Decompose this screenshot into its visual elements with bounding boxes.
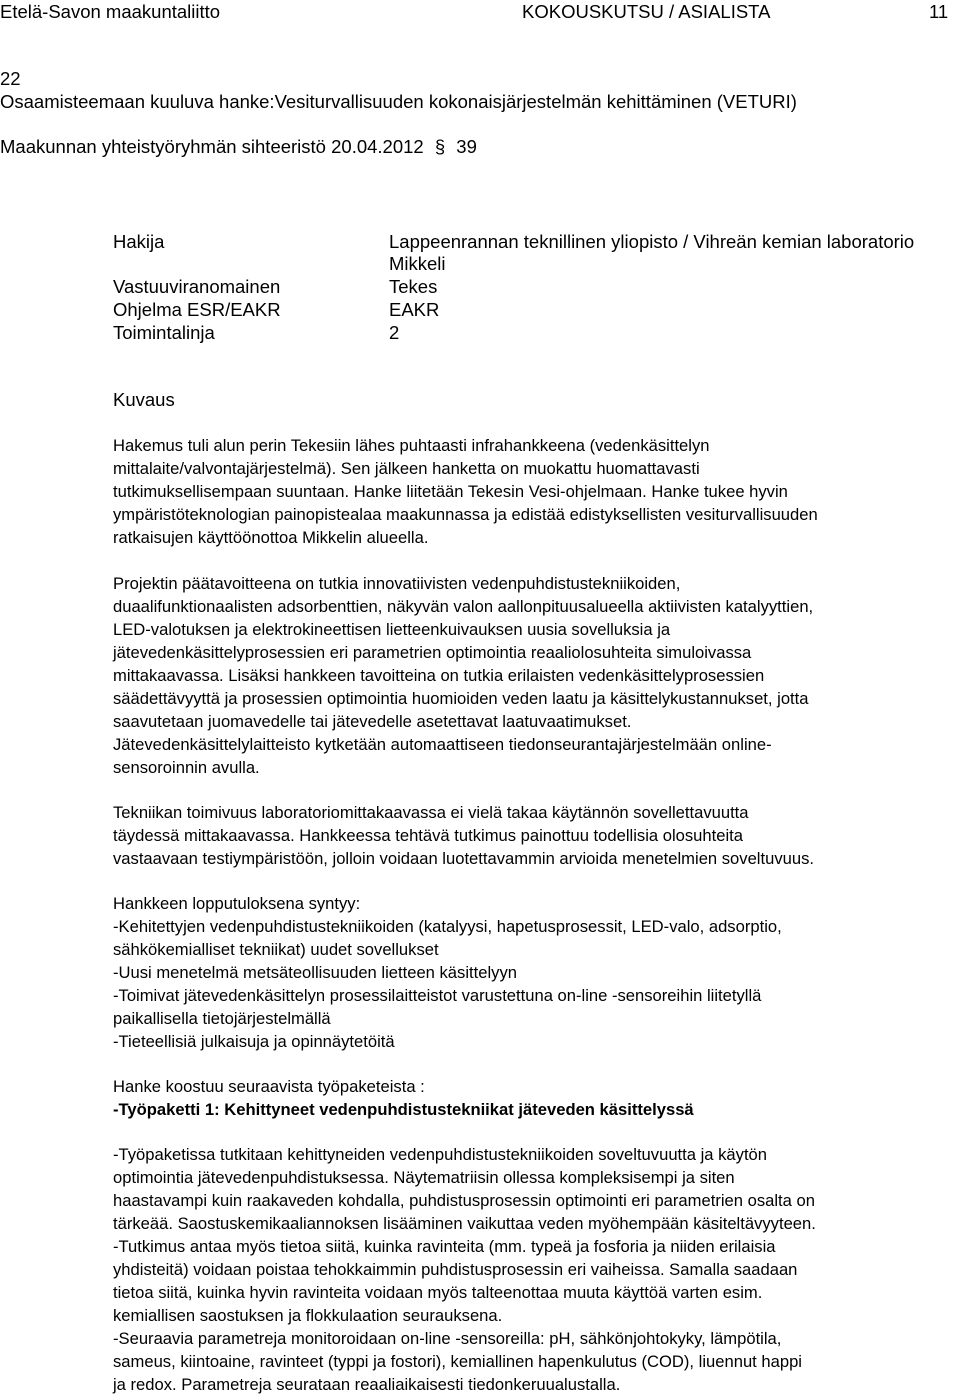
para1-line: mittalaite/valvontajärjestelmä). Sen jälkeen hanketta on muokattu huomattavasti (113, 459, 700, 478)
authority-value: Tekes (389, 276, 438, 297)
para4-line: paikallisella tietojärjestelmällä (113, 1009, 331, 1028)
item-title: Osaamisteemaan kuuluva hanke:Vesiturvallisuuden kokonaisjärjestelmän kehittäminen (VETURI) (0, 91, 797, 112)
header-doc-type: KOKOUSKUTSU / ASIALISTA (522, 1, 771, 22)
para2-line: Jätevedenkäsittelylaitteisto kytketään automaattiseen tiedonseurantajärjestelmään online- (113, 735, 772, 754)
para5-line: tietoa siitä, kuinka hyvin ravinteita voidaan myös talteenottaa muuta käyttöä varten esim. (113, 1283, 763, 1302)
line-label: Toimintalinja (113, 322, 215, 343)
para4-line: -Tieteellisiä julkaisuja ja opinnäytetöitä (113, 1032, 395, 1051)
para2-line: mittakaavassa. Lisäksi hankkeen tavoitteina on tutkia erilaisten vedenkäsittelyprosessien (113, 666, 765, 685)
para2-line: Projektin päätavoitteena on tutkia innovatiivisten vedenpuhdistustekniikoiden, (113, 574, 681, 593)
para3-line: täydessä mittakaavassa. Hankkeessa tehtävä tutkimus painottuu todellisia olosuhteita (113, 826, 743, 845)
applicant-value-1: Lappeenrannan teknillinen yliopisto / Vihreän kemian laboratorio (389, 231, 915, 252)
para4-line: sähkökemialliset tekniikat) uudet sovellukset (113, 940, 439, 959)
para5-line: optimointia jätevedenpuhdistuksessa. Näytematriisin ollessa kompleksisempi ja siten (113, 1168, 735, 1187)
para2-line: LED-valotuksen ja elektrokineettisen lietteenkuivauksen uusia sovelluksia ja (113, 620, 671, 639)
program-value: EAKR (389, 299, 440, 320)
description-heading: Kuvaus (113, 389, 175, 410)
item-number: 22 (0, 68, 21, 89)
authority-label: Vastuuviranomainen (113, 276, 281, 297)
para2-line: jätevedenkäsittelyprosessien eri parametrien optimointia reaaliolosuhteita simuloivassa (113, 643, 752, 662)
para1-line: tutkimuksellisempaan suuntaan. Hanke liitetään Tekesin Vesi-ohjelmaan. Hanke tukee hyvin (113, 482, 788, 501)
para5-line: -Tutkimus antaa myös tietoa siitä, kuinka ravinteita (mm. typeä ja fosforia ja niiden erilaisia (113, 1237, 776, 1256)
para1-line: ratkaisujen käyttöönottoa Mikkelin alueella. (113, 528, 429, 547)
para5-line: tärkeää. Saostuskemikaaliannoksen lisääminen vaikuttaa veden myöhempään käsiteltävyyteen. (113, 1214, 816, 1233)
para2-line: sensoroinnin avulla. (113, 758, 260, 777)
para3-line: vastaavaan testiympäristöön, jolloin voidaan luotettavammin arvioida menetelmien soveltuvuus. (113, 849, 814, 868)
applicant-value-2: Mikkeli (389, 253, 446, 274)
para5-line: yhdisteitä) voidaan poistaa tehokkaimmin puhdistusprosessin eri vaiheissa. Samalla saadaan (113, 1260, 798, 1279)
para5-line: -Seuraavia parametreja monitoroidaan on-line -sensoreilla: pH, sähkönjohtokyky, lämpötila, (113, 1329, 782, 1348)
para1-line: Hakemus tuli alun perin Tekesiin lähes puhtaasti infrahankkeena (vedenkäsittelyn (113, 436, 710, 455)
para1-line: ympäristöteknologian painopistealaa maakunnassa ja edistää edistyksellisten vesiturvallisuuden (113, 505, 818, 524)
para4-line: -Toimivat jätevedenkäsittelyn prosessilaitteistot varustettuna on-line -sensoreihin liitetyllä (113, 986, 762, 1005)
applicant-label: Hakija (113, 231, 165, 252)
para4-line: -Uusi menetelmä metsäteollisuuden lietteen käsittelyyn (113, 963, 517, 982)
section-number: 39 (456, 136, 477, 157)
para2-line: saavutetaan juomavedelle tai jätevedelle asetettavat laatuvaatimukset. (113, 712, 632, 731)
line-value: 2 (389, 322, 400, 343)
header-organization: Etelä-Savon maakuntaliitto (0, 1, 221, 22)
para5-line: sameus, kiintoaine, ravinteet (typpi ja fostori), kemiallinen hapenkulutus (COD), liuennut happi (113, 1352, 802, 1371)
meeting-prefix: Maakunnan yhteistyöryhmän sihteeristö 20.04.2012 (0, 136, 424, 157)
section-symbol: § (434, 136, 446, 157)
para5-line: haastavampi kuin raakaveden kohdalla, puhdistusprosessin optimointi eri parametrien osalta on (113, 1191, 815, 1210)
para2-line: säädettävyyttä ja prosessien optimointia huomioiden veden laatu ja käsittelykustannukset, jotta (113, 689, 809, 708)
package1-title: -Työpaketti 1: Kehittyneet vedenpuhdistustekniikat jäteveden käsittelyssä (113, 1100, 694, 1119)
para5-line: kemiallisen saostuksen ja flokkulaation seurauksena. (113, 1306, 503, 1325)
para5-line: -Työpaketissa tutkitaan kehittyneiden vedenpuhdistustekniikoiden soveltuvuutta ja käytön (113, 1145, 768, 1164)
para4-line: Hankkeen lopputuloksena syntyy: (113, 894, 361, 913)
para3-line: Tekniikan toimivuus laboratoriomittakaavassa ei vielä takaa käytännön sovellettavuutta (113, 803, 749, 822)
para2-line: duaalifunktionaalisten adsorbenttien, näkyvän valon aallonpituusalueella aktiivisten katalyyttien, (113, 597, 814, 616)
para4-line: -Kehitettyjen vedenpuhdistustekniikoiden (katalyysi, hapetusprosessit, LED-valo, adsorptio, (113, 917, 782, 936)
header-page-number: 11 (929, 1, 949, 22)
para5-line: ja redox. Parametreja seurataan reaaliaikaisesti tiedonkeruualustalla. (113, 1375, 621, 1394)
program-label: Ohjelma ESR/EAKR (113, 299, 281, 320)
meeting-line (0, 136, 477, 158)
packages-intro: Hanke koostuu seuraavista työpaketeista : (113, 1077, 425, 1096)
